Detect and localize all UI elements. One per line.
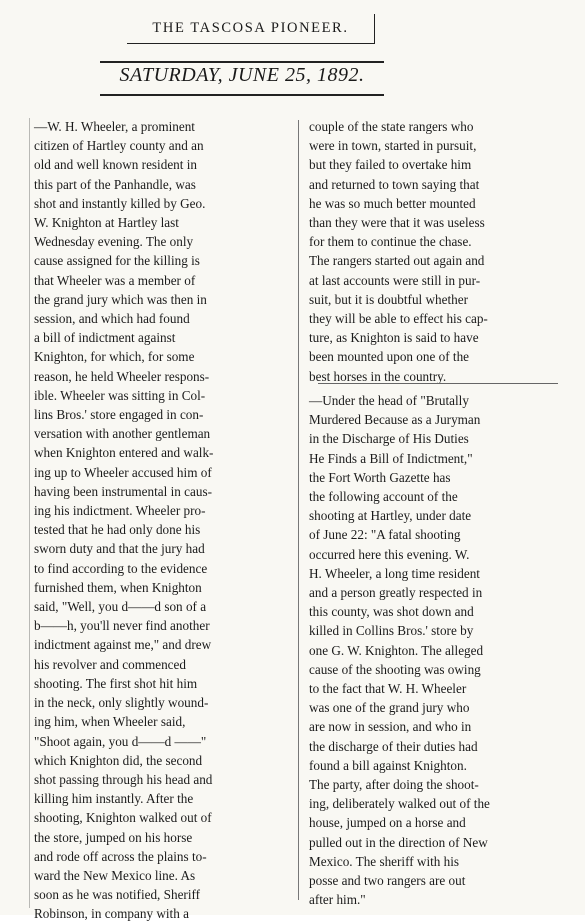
text-line: ing, deliberately walked out of the (309, 796, 490, 812)
text-line: to find according to the evidence (34, 560, 208, 576)
text-line: the discharge of their duties had (309, 738, 478, 754)
text-line: the store, jumped on his horse (34, 829, 193, 845)
article-wheeler-killing (34, 117, 282, 924)
text-line: Robinson, in company with a (34, 906, 189, 922)
text-line: when Knighton entered and walk- (34, 445, 214, 461)
column-divider (298, 120, 299, 900)
text-line: old and well known resident in (34, 157, 197, 173)
text-line: Murdered Because as a Juryman (309, 412, 481, 428)
text-line: shooting at Hartley, under date (309, 508, 472, 524)
text-line: "Shoot again, you d——d ——" (34, 733, 207, 749)
text-line: which Knighton did, the second (34, 752, 203, 768)
text-line: killed in Collins Bros.' store by (309, 623, 474, 639)
text-line: ward the New Mexico line. As (34, 867, 196, 883)
text-line: than they were that it was useless (309, 215, 485, 231)
text-line: ture, as Knighton is said to have (309, 330, 479, 346)
text-line: the Fort Worth Gazette has (309, 469, 451, 485)
text-line: the grand jury which was then in (34, 291, 207, 307)
text-line: at last accounts were still in pur- (309, 272, 481, 288)
text-line: session, and which had found (34, 311, 190, 327)
text-line: but they failed to overtake him (309, 157, 472, 173)
text-line: occurred here this evening. W. (309, 546, 470, 562)
text-line: posse and two rangers are out (309, 873, 466, 889)
text-line: pulled out in the direction of New (309, 834, 488, 850)
text-line: Wednesday evening. The only (34, 234, 194, 250)
text-line: said, "Well, you d——d son of a (34, 599, 207, 615)
text-line: ing his indictment. Wheeler pro- (34, 503, 206, 519)
text-line: sworn duty and that the jury had (34, 541, 205, 557)
text-line: versation with another gentleman (34, 426, 211, 442)
text-line: a bill of indictment against (34, 330, 176, 346)
text-line: b——h, you'll never find another (34, 618, 210, 634)
text-line: are now in session, and who in (309, 719, 472, 735)
text-line: been mounted upon one of the (309, 349, 470, 365)
text-line: of June 22: "A fatal shooting (309, 527, 461, 543)
text-line: The rangers started out again and (309, 253, 485, 269)
text-line: house, jumped on a horse and (309, 815, 466, 831)
text-line: reason, he held Wheeler respons- (34, 368, 210, 384)
text-line: furnished them, when Knighton (34, 579, 202, 595)
text-line: cause of the shooting was owing (309, 661, 481, 677)
text-line: ing up to Wheeler accused him of (34, 464, 212, 480)
dateline-bottom-rule (100, 94, 384, 96)
text-line: shot passing through his head and (34, 771, 213, 787)
text-line: were in town, started in pursuit, (309, 138, 477, 154)
text-line: was one of the grand jury who (309, 700, 470, 716)
text-line: and rode off across the plains to- (34, 848, 207, 864)
text-line: and returned to town saying that (309, 176, 480, 192)
text-line: this part of the Panhandle, was (34, 176, 196, 192)
text-line: tested that he had only done his (34, 522, 201, 538)
text-line: indictment against me," and drew (34, 637, 212, 653)
text-line: killing him instantly. After the (34, 791, 194, 807)
text-line: the following account of the (309, 489, 458, 505)
text-line: and a person greatly respected in (309, 585, 483, 601)
text-line: cause assigned for the killing is (34, 253, 200, 269)
text-line: ing him, when Wheeler said, (34, 714, 186, 730)
text-line: that Wheeler was a member of (34, 272, 196, 288)
text-line: this county, was shot down and (309, 604, 474, 620)
text-line: in the Discharge of His Duties (309, 431, 469, 447)
text-line: in the neck, only slightly wound- (34, 695, 209, 711)
text-line: his revolver and commenced (34, 656, 186, 672)
text-line: he was so much better mounted (309, 195, 476, 211)
text-line: Knighton, for which, for some (34, 349, 195, 365)
text-line: shooting. The first shot hit him (34, 675, 198, 691)
text-line: for them to continue the chase. (309, 234, 472, 250)
dateline: SATURDAY, JUNE 25, 1892. (119, 64, 365, 86)
text-line: lins Bros.' store engaged in con- (34, 407, 204, 423)
text-line: ible. Wheeler was sitting in Col- (34, 387, 206, 403)
text-line: to the fact that W. H. Wheeler (309, 681, 467, 697)
scan-edge (29, 118, 30, 908)
masthead: THE TASCOSA PIONEER. (127, 14, 375, 44)
text-line: H. Wheeler, a long time resident (309, 565, 480, 581)
text-line: —Under the head of "Brutally (309, 393, 469, 408)
text-line: The party, after doing the shoot- (309, 777, 479, 793)
text-line: having been instrumental in caus- (34, 483, 212, 499)
text-line: He Finds a Bill of Indictment," (309, 450, 473, 466)
article-gazette-account (309, 391, 561, 909)
text-line: best horses in the country. (309, 368, 447, 384)
text-line: shot and instantly killed by Geo. (34, 195, 206, 211)
text-line: found a bill against Knighton. (309, 757, 467, 773)
text-line: suit, but it is doubtful whether (309, 291, 468, 307)
article-continuation (309, 117, 561, 386)
text-line: citizen of Hartley county and an (34, 138, 204, 154)
text-line: —W. H. Wheeler, a prominent (34, 119, 195, 134)
text-line: couple of the state rangers who (309, 119, 474, 134)
dateline-top-rule (100, 61, 384, 63)
text-line: after him." (309, 892, 366, 908)
article-separator (318, 383, 558, 384)
text-line: they will be able to effect his cap- (309, 311, 488, 327)
text-line: shooting, Knighton walked out of (34, 810, 212, 826)
text-line: Mexico. The sheriff with his (309, 853, 460, 869)
text-line: W. Knighton at Hartley last (34, 215, 179, 231)
text-line: soon as he was notified, Sheriff (34, 887, 201, 903)
text-line: one G. W. Knighton. The alleged (309, 642, 484, 658)
